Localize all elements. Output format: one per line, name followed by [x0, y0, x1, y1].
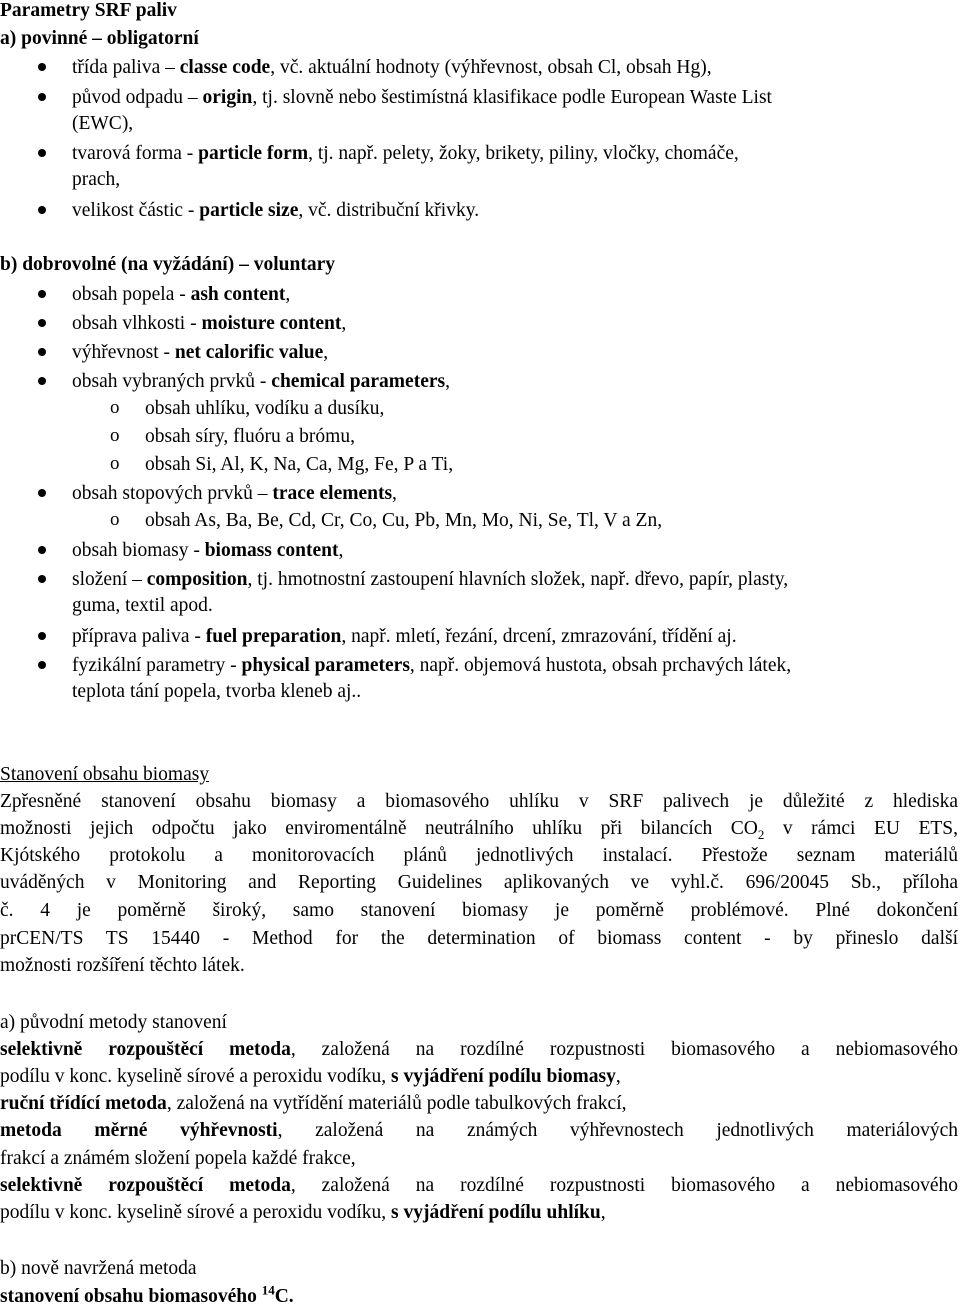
bullet-icon: [38, 319, 46, 327]
bullet-icon: [38, 93, 46, 101]
list-item: obsah stopových prvků – trace elements,: [72, 483, 397, 504]
method-line: metoda měrné výhřevnosti, založená na známých výhřevnostech jednotlivých materiálových: [0, 1120, 958, 1141]
paragraph-line: možnosti rozšíření těchto látek.: [0, 955, 245, 976]
subsection-heading-a: a) povinné – obligatorní: [0, 28, 199, 49]
bullet-icon: [38, 63, 46, 71]
new-method-line: stanovení obsahu biomasového $^{14}$C.: [0, 1282, 294, 1307]
paragraph-line: uváděných v Monitoring and Reporting Guidelines aplikovaných ve vyhl.č. 696/20045 Sb., příloha: [0, 872, 958, 893]
bullet-icon: [38, 290, 46, 298]
paragraph-line: č. 4 je poměrně široký, samo stanovení biomasy je poměrně problémové. Plné dokončení: [0, 900, 958, 921]
list-item-continuation: guma, textil apod.: [72, 595, 213, 616]
bullet-icon: [38, 377, 46, 385]
circle-bullet-icon: o: [110, 453, 120, 474]
section-title: Parametry SRF paliv: [0, 0, 177, 21]
bullet-icon: [38, 575, 46, 583]
sublist-item: obsah síry, fluóru a brómu,: [145, 426, 355, 447]
method-line: selektivně rozpouštěcí metoda, založená na rozdílné rozpustnosti biomasového a nebiomasového: [0, 1175, 958, 1196]
list-item: složení – composition, tj. hmotnostní zastoupení hlavních složek, např. dřevo, papír, plasty,: [72, 569, 789, 590]
bullet-icon: [38, 489, 46, 497]
sublist-item: obsah uhlíku, vodíku a dusíku,: [145, 398, 385, 419]
method-line: frakcí a známém složení popela každé frakce,: [0, 1148, 356, 1169]
subsection-heading-b: b) nově navržená metoda: [0, 1258, 197, 1279]
subsection-heading-b: b) dobrovolné (na vyžádání) – voluntary: [0, 254, 335, 275]
bullet-icon: [38, 348, 46, 356]
list-item: příprava paliva - fuel preparation, např. mletí, řezání, drcení, zmrazování, třídění aj.: [72, 626, 737, 647]
sublist-item: obsah As, Ba, Be, Cd, Cr, Co, Cu, Pb, Mn, Mo, Ni, Se, Tl, V a Zn,: [145, 510, 663, 531]
bullet-icon: [38, 632, 46, 640]
method-line: podílu v konc. kyselině sírové a peroxidu vodíku, s vyjádření podílu uhlíku,: [0, 1202, 606, 1223]
list-item-continuation: (EWC),: [72, 113, 134, 134]
list-item: velikost částic - particle size, vč. distribuční křivky.: [72, 200, 480, 221]
bullet-icon: [38, 149, 46, 157]
list-item: výhřevnost - net calorific value,: [72, 342, 329, 363]
method-line: selektivně rozpouštěcí metoda, založená na rozdílné rozpustnosti biomasového a nebiomasového: [0, 1039, 958, 1060]
list-item: tvarová forma - particle form, tj. např. pelety, žoky, brikety, piliny, vločky, chomáče,: [72, 143, 739, 164]
circle-bullet-icon: o: [110, 425, 120, 446]
list-item: obsah vybraných prvků - chemical parameters,: [72, 371, 450, 392]
paragraph-line: prCEN/TS TS 15440 - Method for the determination of biomass content - by přineslo další: [0, 928, 958, 949]
list-item-continuation: prach,: [72, 169, 121, 190]
method-line: ruční třídící metoda, založená na vytřídění materiálů podle tabulkových frakcí,: [0, 1093, 627, 1114]
method-line: podílu v konc. kyselině sírové a peroxidu vodíku, s vyjádření podílu biomasy,: [0, 1066, 621, 1087]
subsection-heading-a: a) původní metody stanovení: [0, 1012, 227, 1033]
list-item: obsah biomasy - biomass content,: [72, 540, 344, 561]
bullet-icon: [38, 206, 46, 214]
section-title: Stanovení obsahu biomasy: [0, 764, 210, 785]
paragraph-line: Zpřesněné stanovení obsahu biomasy a biomasového uhlíku v SRF palivech je důležité z hlediska: [0, 791, 958, 812]
list-item-continuation: teplota tání popela, tvorba kleneb aj..: [72, 681, 362, 702]
paragraph-line: Kjótského protokolu a monitorovacích plánů jednotlivých instalací. Přestože seznam materiálů: [0, 845, 958, 866]
list-item: obsah vlhkosti - moisture content,: [72, 313, 347, 334]
list-item: fyzikální parametry - physical parameters, např. objemová hustota, obsah prchavých látek,: [72, 655, 792, 676]
list-item: původ odpadu – origin, tj. slovně nebo šestimístná klasifikace podle European Waste List: [72, 87, 772, 108]
list-item: třída paliva – classe code, vč. aktuální hodnoty (výhřevnost, obsah Cl, obsah Hg),: [72, 57, 712, 78]
bullet-icon: [38, 546, 46, 554]
sublist-item: obsah Si, Al, K, Na, Ca, Mg, Fe, P a Ti,: [145, 454, 454, 475]
bullet-icon: [38, 661, 46, 669]
paragraph-line: možnosti jejich odpočtu jako enviromentálně neutrálního uhlíku při bilancích $CO_2$ v rámci EU ETS,: [0, 818, 958, 842]
circle-bullet-icon: o: [110, 509, 120, 530]
list-item: obsah popela - ash content,: [72, 284, 291, 305]
circle-bullet-icon: o: [110, 397, 120, 418]
